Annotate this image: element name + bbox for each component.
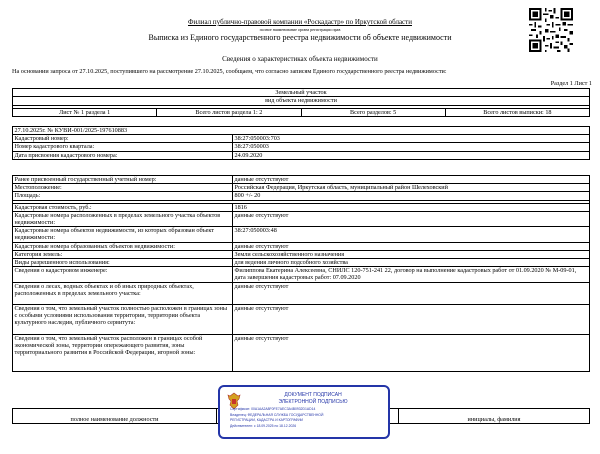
table-row: Сведения о том, что земельный участок полностью расположен в границах зоны с особыми условиями использования территории, территории объекта культурного наследия, публичного сервитута: данные отсутствуют bbox=[13, 304, 590, 334]
stamp-certificate: Сертификат: 00A1AA2A8F0FE7AEC3A4B0932D1AD14 bbox=[230, 407, 316, 411]
table-row: Кадастровые номера образованных объектов недвижимости: данные отсутствуют bbox=[13, 242, 590, 250]
object-header-table bbox=[12, 88, 590, 117]
org-caption: полное наименование органа регистрации прав bbox=[259, 27, 341, 32]
table-row: Местоположение: Российская Федерация, Иркутская область, муниципальный район Шелеховский bbox=[13, 184, 590, 192]
table-row: Сведения о кадастровом инженере: Филиппова Екатерина Алексеевна, СНИЛС 120-751-241 22, договор на выполнение кадастровых работ от 01.09.2020 № М-09-01, дата завершения кадастровых работ: 07.09.2020 bbox=[13, 267, 590, 282]
position-label: полное наименование должности bbox=[13, 409, 217, 424]
section-label: Раздел 1 Лист 1 bbox=[550, 80, 592, 87]
table-row: Кадастровые номера объектов недвижимости, из которых образован объект недвижимости: 38:27:050003:48 bbox=[13, 227, 590, 242]
table-row: Кадастровая стоимость, руб.: 1816 bbox=[13, 203, 590, 211]
document-number: 27.10.2025г. № КУВИ-001/2025-197610883 bbox=[13, 127, 590, 135]
table-row: Ранее присвоенный государственный учетный номер: данные отсутствуют bbox=[13, 176, 590, 184]
table-row: Кадастровые номера расположенных в пределах земельного участка объектов недвижимости: данные отсутствуют bbox=[13, 211, 590, 226]
table-row: Номер кадастрового квартала: 38:27:050003 bbox=[13, 143, 590, 151]
document-title: Выписка из Единого государственного реестра недвижимости об объекте недвижимости bbox=[148, 33, 452, 42]
table-row: Сведения о лесах, водных объектах и об иных природных объектах, расположенных в пределах земельного участка: данные отсутствуют bbox=[13, 282, 590, 304]
cadastral-table-b bbox=[12, 175, 590, 372]
stamp-line-1: ДОКУМЕНТ ПОДПИСАН bbox=[284, 392, 342, 398]
stamp-line-2: ЭЛЕКТРОННОЙ ПОДПИСЬЮ bbox=[278, 399, 348, 405]
sheets-total: Всего листов выписки: 18 bbox=[445, 109, 589, 117]
object-type-caption: вид объекта недвижимости bbox=[13, 97, 590, 106]
table-row: Категория земель: Земли сельскохозяйственного назначения bbox=[13, 250, 590, 258]
table-row: Сведения о том, что земельный участок расположен в границах особой экономической зоны, территории опережающего развития, зоны территориального развития в Российской Федерации, игорной зоны: данные отсутствуют bbox=[13, 334, 590, 371]
name-label: инициалы, фамилия bbox=[399, 409, 590, 424]
e-signature-stamp bbox=[218, 385, 390, 439]
table-row: Кадастровый номер: 38:27:050003:703 bbox=[13, 135, 590, 143]
sheets-in-section: Всего листов раздела 1: 2 bbox=[157, 109, 301, 117]
qr-code-icon bbox=[529, 8, 573, 52]
subtitle: Сведения о характеристиках объекта недвижимости bbox=[222, 55, 378, 63]
stamp-owner: Владелец: ФЕДЕРАЛЬНАЯ СЛУЖБА ГОСУДАРСТВЕННОЙ bbox=[230, 413, 324, 417]
cadastral-table-a bbox=[12, 126, 590, 160]
intro-text: На основании запроса от 27.10.2025, поступившего на рассмотрение 27.10.2025, сообщаем, что согласно записям Единого государственного реестра недвижимости: bbox=[12, 68, 447, 75]
table-row: Площадь: 800 +/- 20 bbox=[13, 192, 590, 200]
sections-total: Всего разделов: 5 bbox=[301, 109, 445, 117]
org-name: Филиал публично-правовой компании «Роскадастр» по Иркутской области bbox=[188, 18, 412, 26]
stamp-owner-cont: РЕГИСТРАЦИИ, КАДАСТРА И КАРТОГРАФИИ bbox=[230, 418, 303, 422]
object-type: Земельный участок bbox=[13, 89, 590, 97]
table-row: Виды разрешенного использования: для ведения личного подсобного хозяйства bbox=[13, 259, 590, 267]
table-row: Дата присвоения кадастрового номера: 24.09.2020 bbox=[13, 151, 590, 159]
sheet-number: Лист № 1 раздела 1 bbox=[13, 109, 157, 117]
stamp-validity: Действителен: с 18.09.2025 по 18.12.2026 bbox=[230, 424, 297, 428]
